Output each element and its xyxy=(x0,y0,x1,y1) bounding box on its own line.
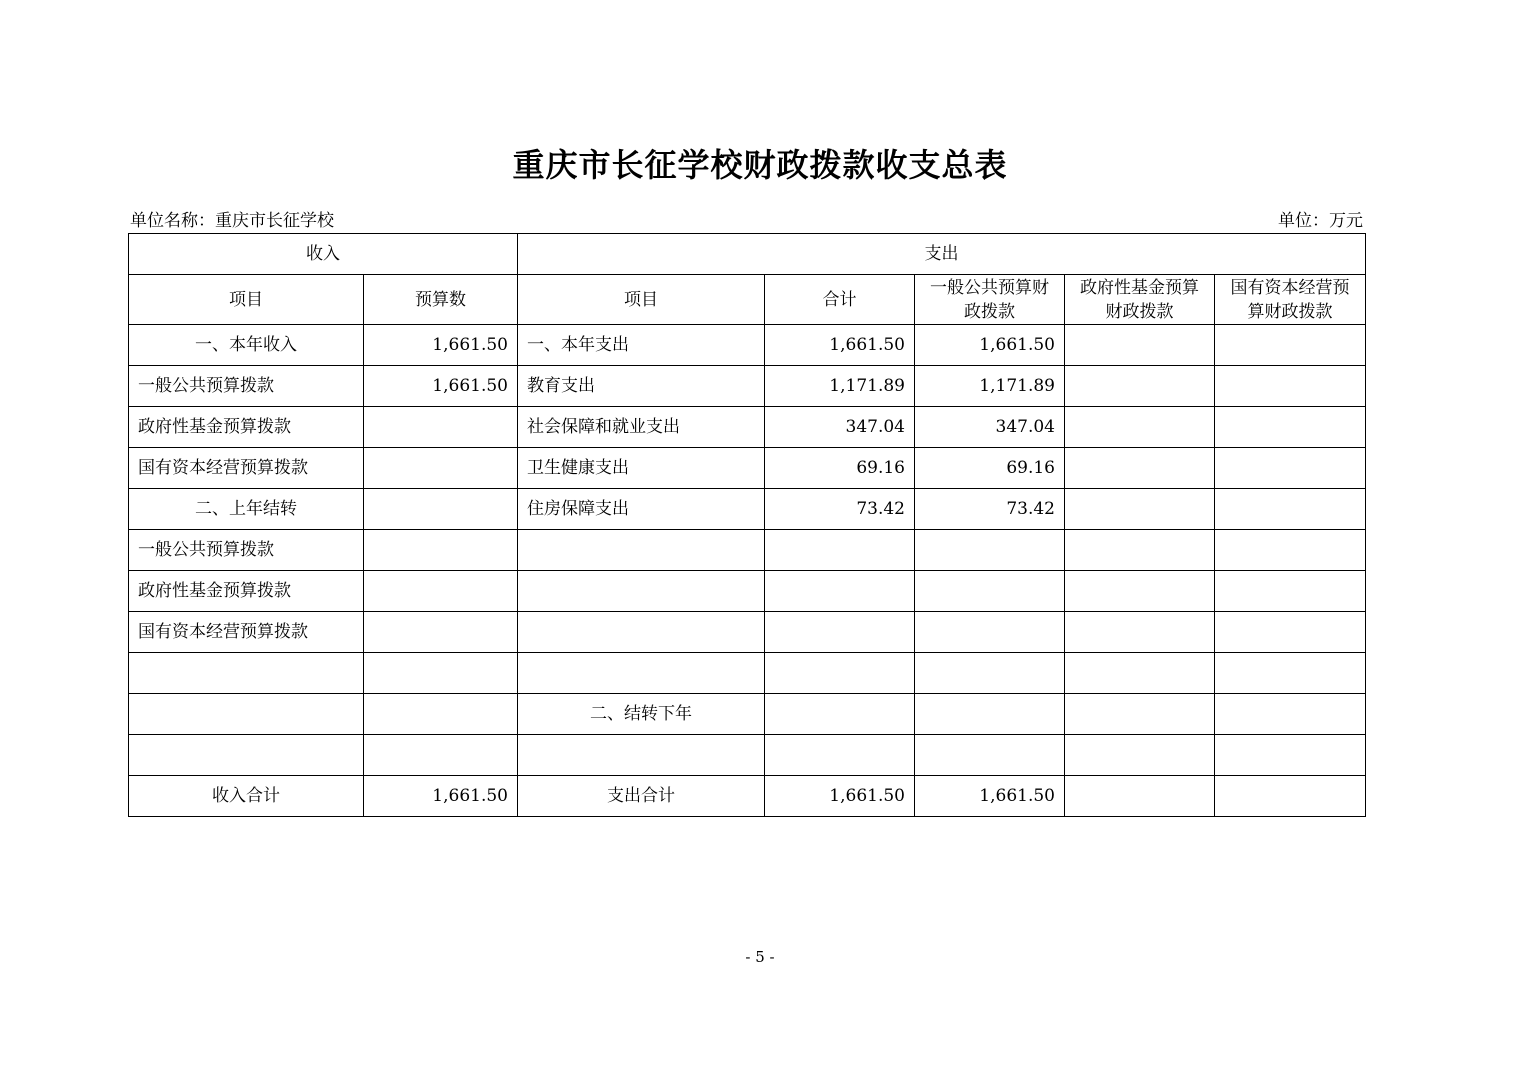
col-income-budget: 预算数 xyxy=(364,275,518,325)
income-item-cell xyxy=(129,694,364,735)
state-capital-cell xyxy=(1215,735,1366,776)
total-cell xyxy=(765,571,915,612)
income-header: 收入 xyxy=(129,234,518,275)
page-title: 重庆市长征学校财政拨款收支总表 xyxy=(512,146,1008,184)
expense-item-cell xyxy=(518,612,765,653)
table-row xyxy=(129,489,1366,530)
income-budget-cell xyxy=(364,612,518,653)
expense-item-cell xyxy=(518,530,765,571)
gov-fund-cell xyxy=(1065,735,1215,776)
income-budget-cell xyxy=(364,407,518,448)
total-cell xyxy=(765,612,915,653)
general-public-cell xyxy=(915,530,1065,571)
state-capital-cell xyxy=(1215,448,1366,489)
income-item-cell: 收入合计 xyxy=(129,776,364,817)
income-budget-cell: 1,661.50 xyxy=(364,325,518,366)
income-budget-cell xyxy=(364,448,518,489)
total-cell xyxy=(765,653,915,694)
col-total: 合计 xyxy=(765,275,915,325)
gov-fund-cell xyxy=(1065,776,1215,817)
table-row xyxy=(129,776,1366,817)
general-public-cell: 1,661.50 xyxy=(915,776,1065,817)
unit-name: 单位名称：重庆市长征学校 xyxy=(130,211,334,231)
gov-fund-cell xyxy=(1065,448,1215,489)
income-budget-cell: 1,661.50 xyxy=(364,776,518,817)
general-public-cell: 73.42 xyxy=(915,489,1065,530)
table-row xyxy=(129,612,1366,653)
general-public-cell xyxy=(915,653,1065,694)
income-item-cell: 国有资本经营预算拨款 xyxy=(129,448,364,489)
gov-fund-cell xyxy=(1065,653,1215,694)
table-row xyxy=(129,653,1366,694)
table-row xyxy=(129,407,1366,448)
unit-label: 单位：万元 xyxy=(1278,211,1363,231)
gov-fund-cell xyxy=(1065,325,1215,366)
state-capital-cell xyxy=(1215,776,1366,817)
general-public-cell xyxy=(915,694,1065,735)
income-item-cell: 一般公共预算拨款 xyxy=(129,366,364,407)
col-state-capital: 国有资本经营预算财政拨款 xyxy=(1215,275,1366,325)
col-expense-item: 项目 xyxy=(518,275,765,325)
expense-item-cell: 支出合计 xyxy=(518,776,765,817)
income-item-cell: 国有资本经营预算拨款 xyxy=(129,612,364,653)
general-public-cell: 69.16 xyxy=(915,448,1065,489)
income-item-cell: 二、上年结转 xyxy=(129,489,364,530)
income-budget-cell xyxy=(364,653,518,694)
income-item-cell: 政府性基金预算拨款 xyxy=(129,571,364,612)
total-cell: 1,171.89 xyxy=(765,366,915,407)
income-budget-cell: 1,661.50 xyxy=(364,366,518,407)
total-cell xyxy=(765,530,915,571)
gov-fund-cell xyxy=(1065,530,1215,571)
expense-item-cell: 住房保障支出 xyxy=(518,489,765,530)
table-row xyxy=(129,694,1366,735)
general-public-cell xyxy=(915,612,1065,653)
table-row xyxy=(129,735,1366,776)
income-budget-cell xyxy=(364,571,518,612)
table-body xyxy=(129,325,1366,817)
table-row xyxy=(129,366,1366,407)
gov-fund-cell xyxy=(1065,571,1215,612)
income-item-cell xyxy=(129,735,364,776)
state-capital-cell xyxy=(1215,325,1366,366)
state-capital-cell xyxy=(1215,366,1366,407)
state-capital-cell xyxy=(1215,489,1366,530)
income-item-cell xyxy=(129,653,364,694)
header-row-group xyxy=(129,234,1366,275)
general-public-cell: 347.04 xyxy=(915,407,1065,448)
col-general-public: 一般公共预算财政拨款 xyxy=(915,275,1065,325)
header-row-columns xyxy=(129,275,1366,325)
gov-fund-cell xyxy=(1065,612,1215,653)
col-income-item: 项目 xyxy=(129,275,364,325)
col-gov-fund: 政府性基金预算财政拨款 xyxy=(1065,275,1215,325)
general-public-cell: 1,171.89 xyxy=(915,366,1065,407)
budget-table xyxy=(128,233,1366,817)
table-row xyxy=(129,448,1366,489)
general-public-cell xyxy=(915,571,1065,612)
income-item-cell: 一般公共预算拨款 xyxy=(129,530,364,571)
expense-item-cell: 二、结转下年 xyxy=(518,694,765,735)
table-row xyxy=(129,571,1366,612)
gov-fund-cell xyxy=(1065,407,1215,448)
table-row xyxy=(129,325,1366,366)
total-cell: 347.04 xyxy=(765,407,915,448)
expense-item-cell xyxy=(518,735,765,776)
general-public-cell: 1,661.50 xyxy=(915,325,1065,366)
income-item-cell: 政府性基金预算拨款 xyxy=(129,407,364,448)
gov-fund-cell xyxy=(1065,694,1215,735)
gov-fund-cell xyxy=(1065,489,1215,530)
expense-item-cell xyxy=(518,653,765,694)
meta-row xyxy=(130,208,1363,234)
total-cell xyxy=(765,735,915,776)
table-row xyxy=(129,530,1366,571)
expense-item-cell xyxy=(518,571,765,612)
total-cell xyxy=(765,694,915,735)
state-capital-cell xyxy=(1215,653,1366,694)
gov-fund-cell xyxy=(1065,366,1215,407)
expense-item-cell: 教育支出 xyxy=(518,366,765,407)
expense-item-cell: 卫生健康支出 xyxy=(518,448,765,489)
total-cell: 1,661.50 xyxy=(765,325,915,366)
expense-item-cell: 社会保障和就业支出 xyxy=(518,407,765,448)
state-capital-cell xyxy=(1215,612,1366,653)
total-cell: 1,661.50 xyxy=(765,776,915,817)
page-number: - 5 - xyxy=(745,948,775,966)
state-capital-cell xyxy=(1215,571,1366,612)
total-cell: 69.16 xyxy=(765,448,915,489)
general-public-cell xyxy=(915,735,1065,776)
expense-header: 支出 xyxy=(518,234,1366,275)
expense-item-cell: 一、本年支出 xyxy=(518,325,765,366)
income-budget-cell xyxy=(364,694,518,735)
income-budget-cell xyxy=(364,489,518,530)
state-capital-cell xyxy=(1215,407,1366,448)
state-capital-cell xyxy=(1215,530,1366,571)
total-cell: 73.42 xyxy=(765,489,915,530)
income-item-cell: 一、本年收入 xyxy=(129,325,364,366)
income-budget-cell xyxy=(364,530,518,571)
state-capital-cell xyxy=(1215,694,1366,735)
income-budget-cell xyxy=(364,735,518,776)
